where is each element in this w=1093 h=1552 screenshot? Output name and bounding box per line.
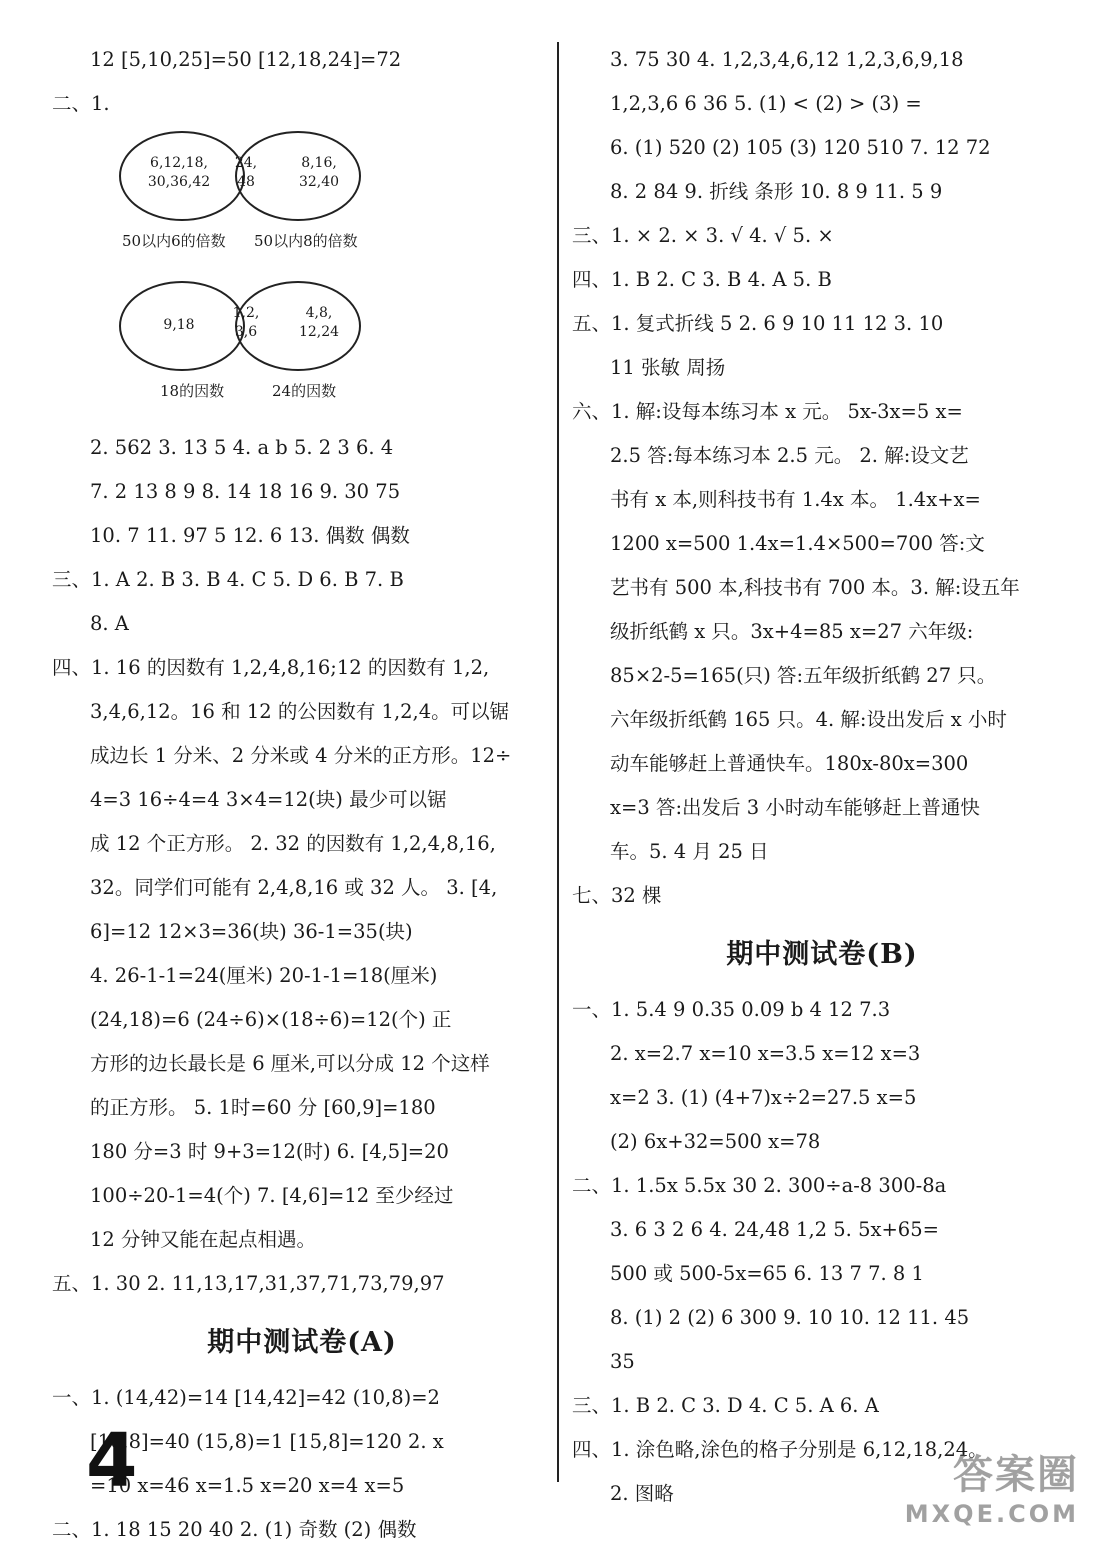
answer-line: 三、1. × 2. × 3. √ 4. √ 5. ×	[572, 224, 834, 247]
answer-line: 85×2-5=165(只) 答:五年级折纸鹤 27 只。	[610, 664, 997, 687]
venn-intersection: 24, 48	[234, 155, 258, 190]
answer-line: 三、1. A 2. B 3. B 4. C 5. D 6. B 7. B	[52, 568, 404, 591]
answer-line: 书有 x 本,则科技书有 1.4x 本。 1.4x+x=	[610, 488, 981, 511]
answer-line: 三、1. B 2. C 3. D 4. C 5. A 6. A	[572, 1394, 879, 1417]
answer-line: 7. 2 13 8 9 8. 14 18 16 9. 30 75	[90, 480, 401, 503]
answer-line: 3,4,6,12。16 和 12 的公因数有 1,2,4。可以锯	[90, 700, 510, 723]
answer-line: 六年级折纸鹤 165 只。4. 解:设出发后 x 小时	[610, 708, 1007, 731]
answer-line: 四、1. 涂色略,涂色的格子分别是 6,12,18,24。	[572, 1438, 988, 1461]
answer-line: 2. x=2.7 x=10 x=3.5 x=12 x=3	[610, 1042, 921, 1065]
answer-line: 二、1. 18 15 20 40 2. (1) 奇数 (2) 偶数	[52, 1518, 417, 1541]
answer-line: 6. (1) 520 (2) 105 (3) 120 510 7. 12 72	[610, 136, 991, 159]
venn-left-caption: 18的因数	[160, 382, 225, 400]
answer-line: 2. 图略	[610, 1482, 674, 1505]
section-heading: 期中测试卷(B)	[726, 939, 918, 970]
watermark	[905, 1443, 1079, 1528]
answer-line: 500 或 500-5x=65 6. 13 7 7. 8 1	[610, 1262, 924, 1285]
left-column	[52, 38, 552, 1552]
answer-line: 1200 x=500 1.4x=1.4×500=700 答:文	[610, 532, 985, 555]
answer-line: 艺书有 500 本,科技书有 700 本。3. 解:设五年	[610, 576, 1020, 599]
answer-line: 四、1. 16 的因数有 1,2,4,8,16;12 的因数有 1,2,	[52, 656, 490, 679]
venn-right-set: 4,8, 12,24	[298, 305, 340, 340]
answer-line: 五、1. 复式折线 5 2. 6 9 10 11 12 3. 10	[572, 312, 944, 335]
answer-line: 32。同学们可能有 2,4,8,16 或 32 人。 3. [4,	[90, 876, 498, 899]
answer-line: 35	[610, 1350, 635, 1373]
venn-right-set: 8,16, 32,40	[298, 155, 340, 190]
answer-line: 11 张敏 周扬	[610, 356, 726, 379]
answer-line: 五、1. 30 2. 11,13,17,31,37,71,73,79,97	[52, 1272, 445, 1295]
venn-left-set: 6,12,18, 30,36,42	[147, 155, 211, 190]
venn-left-caption: 50以内6的倍数	[122, 232, 226, 250]
venn-diagram	[52, 276, 552, 426]
answer-line: 100÷20-1=4(个) 7. [4,6]=12 至少经过	[90, 1184, 454, 1207]
section-heading: 期中测试卷(A)	[207, 1327, 397, 1358]
answer-line: 成 12 个正方形。 2. 32 的因数有 1,2,4,8,16,	[90, 832, 496, 855]
venn-diagram	[52, 126, 552, 276]
answer-line: 一、1. 5.4 9 0.35 0.09 b 4 12 7.3	[572, 998, 891, 1021]
answer-line: 级折纸鹤 x 只。3x+4=85 x=27 六年级:	[610, 620, 974, 643]
watermark-logo-text: 答案圈	[953, 1452, 1079, 1498]
answer-line: 车。5. 4 月 25 日	[610, 840, 769, 863]
answer-line: [10,8]=40 (15,8)=1 [15,8]=120 2. x	[90, 1430, 444, 1453]
answer-line: x=2 3. (1) (4+7)x÷2=27.5 x=5	[610, 1086, 917, 1109]
answer-line: 12 [5,10,25]=50 [12,18,24]=72	[90, 48, 402, 71]
page-number: 4	[86, 1418, 138, 1504]
answer-line: 四、1. B 2. C 3. B 4. A 5. B	[572, 268, 832, 291]
answer-line: 2.5 答:每本练习本 2.5 元。 2. 解:设文艺	[610, 444, 969, 467]
answer-line: 2. 562 3. 13 5 4. a b 5. 2 3 6. 4	[90, 436, 394, 459]
answer-line: 的正方形。 5. 1时=60 分 [60,9]=180	[90, 1096, 436, 1119]
answer-line: 二、1.	[52, 92, 110, 115]
answer-line: 180 分=3 时 9+3=12(时) 6. [4,5]=20	[90, 1140, 449, 1163]
answer-line: (24,18)=6 (24÷6)×(18÷6)=12(个) 正	[90, 1008, 452, 1031]
answer-line: x=3 答:出发后 3 小时动车能够赶上普通快	[610, 796, 980, 819]
answer-line: 6]=12 12×3=36(块) 36-1=35(块)	[90, 920, 413, 943]
answer-line: 二、1. 1.5x 5.5x 30 2. 300÷a-8 300-8a	[572, 1174, 947, 1197]
answer-line: 3. 75 30 4. 1,2,3,4,6,12 1,2,3,6,9,18	[610, 48, 964, 71]
answer-line: 4=3 16÷4=4 3×4=12(块) 最少可以锯	[90, 788, 447, 811]
answer-line: (2) 6x+32=500 x=78	[610, 1130, 821, 1153]
answer-line: 8. 2 84 9. 折线 条形 10. 8 9 11. 5 9	[610, 180, 943, 203]
answer-line: 4. 26-1-1=24(厘米) 20-1-1=18(厘米)	[90, 964, 438, 987]
answer-line: 动车能够赶上普通快车。180x-80x=300	[610, 752, 969, 775]
answer-line: 成边长 1 分米、2 分米或 4 分米的正方形。12÷	[90, 744, 512, 767]
answer-line: 12 分钟又能在起点相遇。	[90, 1228, 317, 1251]
venn-right-caption: 24的因数	[272, 382, 337, 400]
right-column	[572, 38, 1072, 1516]
answer-line: 10. 7 11. 97 5 12. 6 13. 偶数 偶数	[90, 524, 410, 547]
column-divider	[557, 42, 559, 1482]
answer-line: 8. A	[90, 612, 129, 635]
answer-line: 8. (1) 2 (2) 6 300 9. 10 10. 12 11. 45	[610, 1306, 970, 1329]
venn-left-set: 9,18	[163, 317, 195, 333]
answer-line: 3. 6 3 2 6 4. 24,48 1,2 5. 5x+65=	[610, 1218, 939, 1241]
answer-line: 六、1. 解:设每本练习本 x 元。 5x-3x=5 x=	[572, 400, 963, 423]
watermark-url: MXQE.COM	[904, 1500, 1079, 1528]
answer-line: 一、1. (14,42)=14 [14,42]=42 (10,8)=2	[52, 1386, 440, 1409]
answer-line: 七、32 棵	[572, 884, 662, 907]
venn-intersection: 1,2, 3,6	[232, 305, 260, 340]
venn-right-caption: 50以内8的倍数	[254, 232, 358, 250]
answer-line: 方形的边长最长是 6 厘米,可以分成 12 个这样	[90, 1052, 490, 1075]
answer-line: =10 x=46 x=1.5 x=20 x=4 x=5	[90, 1474, 405, 1497]
answer-line: 1,2,3,6 6 36 5. (1) < (2) > (3) =	[610, 92, 922, 115]
